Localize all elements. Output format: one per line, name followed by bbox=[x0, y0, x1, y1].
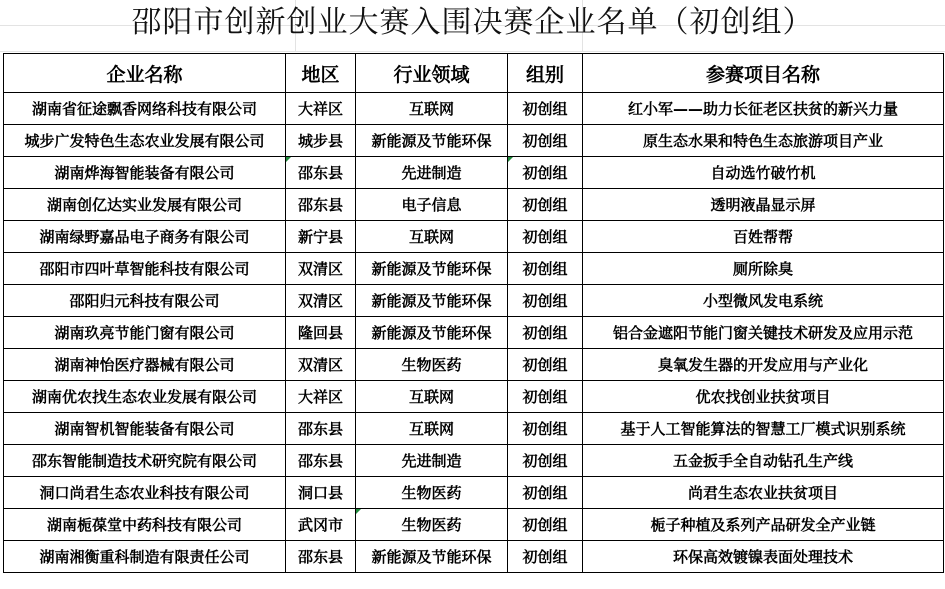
region-cell[interactable]: 大祥区 bbox=[286, 381, 356, 413]
project-cell[interactable]: 尚君生态农业扶贫项目 bbox=[583, 477, 944, 509]
company-cell[interactable]: 城步广发特色生态农业发展有限公司 bbox=[4, 125, 286, 157]
header-region[interactable]: 地区 bbox=[286, 54, 356, 93]
company-cell[interactable]: 湖南智机智能装备有限公司 bbox=[4, 413, 286, 445]
region-cell[interactable]: 邵东县 bbox=[286, 541, 356, 573]
project-cell[interactable]: 优农找创业扶贫项目 bbox=[583, 381, 944, 413]
table-row bbox=[4, 221, 944, 253]
header-row bbox=[4, 54, 944, 93]
region-cell[interactable]: 武冈市 bbox=[286, 509, 356, 541]
project-cell[interactable]: 自动选竹破竹机 bbox=[583, 157, 944, 189]
table-row bbox=[4, 125, 944, 157]
industry-cell[interactable]: 互联网 bbox=[356, 413, 508, 445]
group-cell[interactable]: 初创组 bbox=[508, 93, 583, 125]
industry-cell[interactable]: 新能源及节能环保 bbox=[356, 125, 508, 157]
group-cell[interactable]: 初创组 bbox=[508, 445, 583, 477]
industry-cell[interactable]: 先进制造 bbox=[356, 445, 508, 477]
table-row bbox=[4, 285, 944, 317]
company-cell[interactable]: 湖南省征途飘香网络科技有限公司 bbox=[4, 93, 286, 125]
project-cell[interactable]: 原生态水果和特色生态旅游项目产业 bbox=[583, 125, 944, 157]
project-cell[interactable]: 五金扳手全自动钻孔生产线 bbox=[583, 445, 944, 477]
company-cell[interactable]: 湖南神怡医疗器械有限公司 bbox=[4, 349, 286, 381]
group-cell[interactable]: 初创组 bbox=[508, 157, 583, 189]
industry-cell[interactable]: 生物医药 bbox=[356, 477, 508, 509]
region-cell[interactable]: 邵东县 bbox=[286, 189, 356, 221]
group-cell[interactable]: 初创组 bbox=[508, 477, 583, 509]
industry-cell[interactable]: 先进制造 bbox=[356, 157, 508, 189]
industry-cell[interactable]: 新能源及节能环保 bbox=[356, 541, 508, 573]
company-cell[interactable]: 湖南玖亮节能门窗有限公司 bbox=[4, 317, 286, 349]
region-cell[interactable]: 双清区 bbox=[286, 285, 356, 317]
company-cell[interactable]: 邵东智能制造技术研究院有限公司 bbox=[4, 445, 286, 477]
group-cell[interactable]: 初创组 bbox=[508, 221, 583, 253]
table-row bbox=[4, 381, 944, 413]
table-row bbox=[4, 157, 944, 189]
region-cell[interactable]: 大祥区 bbox=[286, 93, 356, 125]
company-cell[interactable]: 湖南烨海智能装备有限公司 bbox=[4, 157, 286, 189]
industry-cell[interactable]: 电子信息 bbox=[356, 189, 508, 221]
gridline bbox=[0, 51, 945, 52]
project-cell[interactable]: 基于人工智能算法的智慧工厂模式识别系统 bbox=[583, 413, 944, 445]
industry-cell[interactable]: 互联网 bbox=[356, 221, 508, 253]
group-cell[interactable]: 初创组 bbox=[508, 541, 583, 573]
industry-cell[interactable]: 新能源及节能环保 bbox=[356, 253, 508, 285]
company-cell[interactable]: 湖南湘衡重科制造有限责任公司 bbox=[4, 541, 286, 573]
region-cell[interactable]: 城步县 bbox=[286, 125, 356, 157]
finalist-table bbox=[3, 53, 944, 573]
project-cell[interactable]: 百姓帮帮 bbox=[583, 221, 944, 253]
group-cell[interactable]: 初创组 bbox=[508, 349, 583, 381]
group-cell[interactable]: 初创组 bbox=[508, 285, 583, 317]
project-cell[interactable]: 栀子种植及系列产品研发全产业链 bbox=[583, 509, 944, 541]
project-cell[interactable]: 臭氧发生器的开发应用与产业化 bbox=[583, 349, 944, 381]
company-cell[interactable]: 洞口尚君生态农业科技有限公司 bbox=[4, 477, 286, 509]
industry-cell[interactable]: 新能源及节能环保 bbox=[356, 285, 508, 317]
region-cell[interactable]: 新宁县 bbox=[286, 221, 356, 253]
table-row bbox=[4, 93, 944, 125]
group-cell[interactable]: 初创组 bbox=[508, 125, 583, 157]
table-row bbox=[4, 477, 944, 509]
region-cell[interactable]: 隆回县 bbox=[286, 317, 356, 349]
company-cell[interactable]: 湖南创亿达实业发展有限公司 bbox=[4, 189, 286, 221]
header-industry[interactable]: 行业领域 bbox=[356, 54, 508, 93]
group-cell[interactable]: 初创组 bbox=[508, 509, 583, 541]
region-cell[interactable]: 双清区 bbox=[286, 349, 356, 381]
header-project[interactable]: 参赛项目名称 bbox=[583, 54, 944, 93]
company-cell[interactable]: 湖南绿野嘉品电子商务有限公司 bbox=[4, 221, 286, 253]
table-row bbox=[4, 317, 944, 349]
industry-cell[interactable]: 互联网 bbox=[356, 93, 508, 125]
project-cell[interactable]: 环保高效镀镍表面处理技术 bbox=[583, 541, 944, 573]
group-cell[interactable]: 初创组 bbox=[508, 253, 583, 285]
group-cell[interactable]: 初创组 bbox=[508, 189, 583, 221]
group-cell[interactable]: 初创组 bbox=[508, 317, 583, 349]
table-row bbox=[4, 509, 944, 541]
company-cell[interactable]: 邵阳市四叶草智能科技有限公司 bbox=[4, 253, 286, 285]
group-cell[interactable]: 初创组 bbox=[508, 381, 583, 413]
industry-cell[interactable]: 互联网 bbox=[356, 381, 508, 413]
industry-cell[interactable]: 生物医药 bbox=[356, 509, 508, 541]
sheet-title: 邵阳市创新创业大赛入围决赛企业名单（初创组） bbox=[131, 5, 814, 40]
group-cell[interactable]: 初创组 bbox=[508, 413, 583, 445]
industry-cell[interactable]: 新能源及节能环保 bbox=[356, 317, 508, 349]
company-cell[interactable]: 湖南栀葆堂中药科技有限公司 bbox=[4, 509, 286, 541]
region-cell[interactable]: 双清区 bbox=[286, 253, 356, 285]
company-cell[interactable]: 湖南优农找生态农业发展有限公司 bbox=[4, 381, 286, 413]
project-cell[interactable]: 厕所除臭 bbox=[583, 253, 944, 285]
table-row bbox=[4, 189, 944, 221]
region-cell[interactable]: 洞口县 bbox=[286, 477, 356, 509]
table-row bbox=[4, 445, 944, 477]
project-cell[interactable]: 透明液晶显示屏 bbox=[583, 189, 944, 221]
project-cell[interactable]: 红小军——助力长征老区扶贫的新兴力量 bbox=[583, 93, 944, 125]
header-group[interactable]: 组别 bbox=[508, 54, 583, 93]
region-cell[interactable]: 邵东县 bbox=[286, 445, 356, 477]
company-cell[interactable]: 邵阳归元科技有限公司 bbox=[4, 285, 286, 317]
region-cell[interactable]: 邵东县 bbox=[286, 413, 356, 445]
project-cell[interactable]: 铝合金遮阳节能门窗关键技术研发及应用示范 bbox=[583, 317, 944, 349]
project-cell[interactable]: 小型微风发电系统 bbox=[583, 285, 944, 317]
table-row bbox=[4, 349, 944, 381]
table-row bbox=[4, 413, 944, 445]
header-company[interactable]: 企业名称 bbox=[4, 54, 286, 93]
region-cell[interactable]: 邵东县 bbox=[286, 157, 356, 189]
table-row bbox=[4, 541, 944, 573]
table-row bbox=[4, 253, 944, 285]
industry-cell[interactable]: 生物医药 bbox=[356, 349, 508, 381]
